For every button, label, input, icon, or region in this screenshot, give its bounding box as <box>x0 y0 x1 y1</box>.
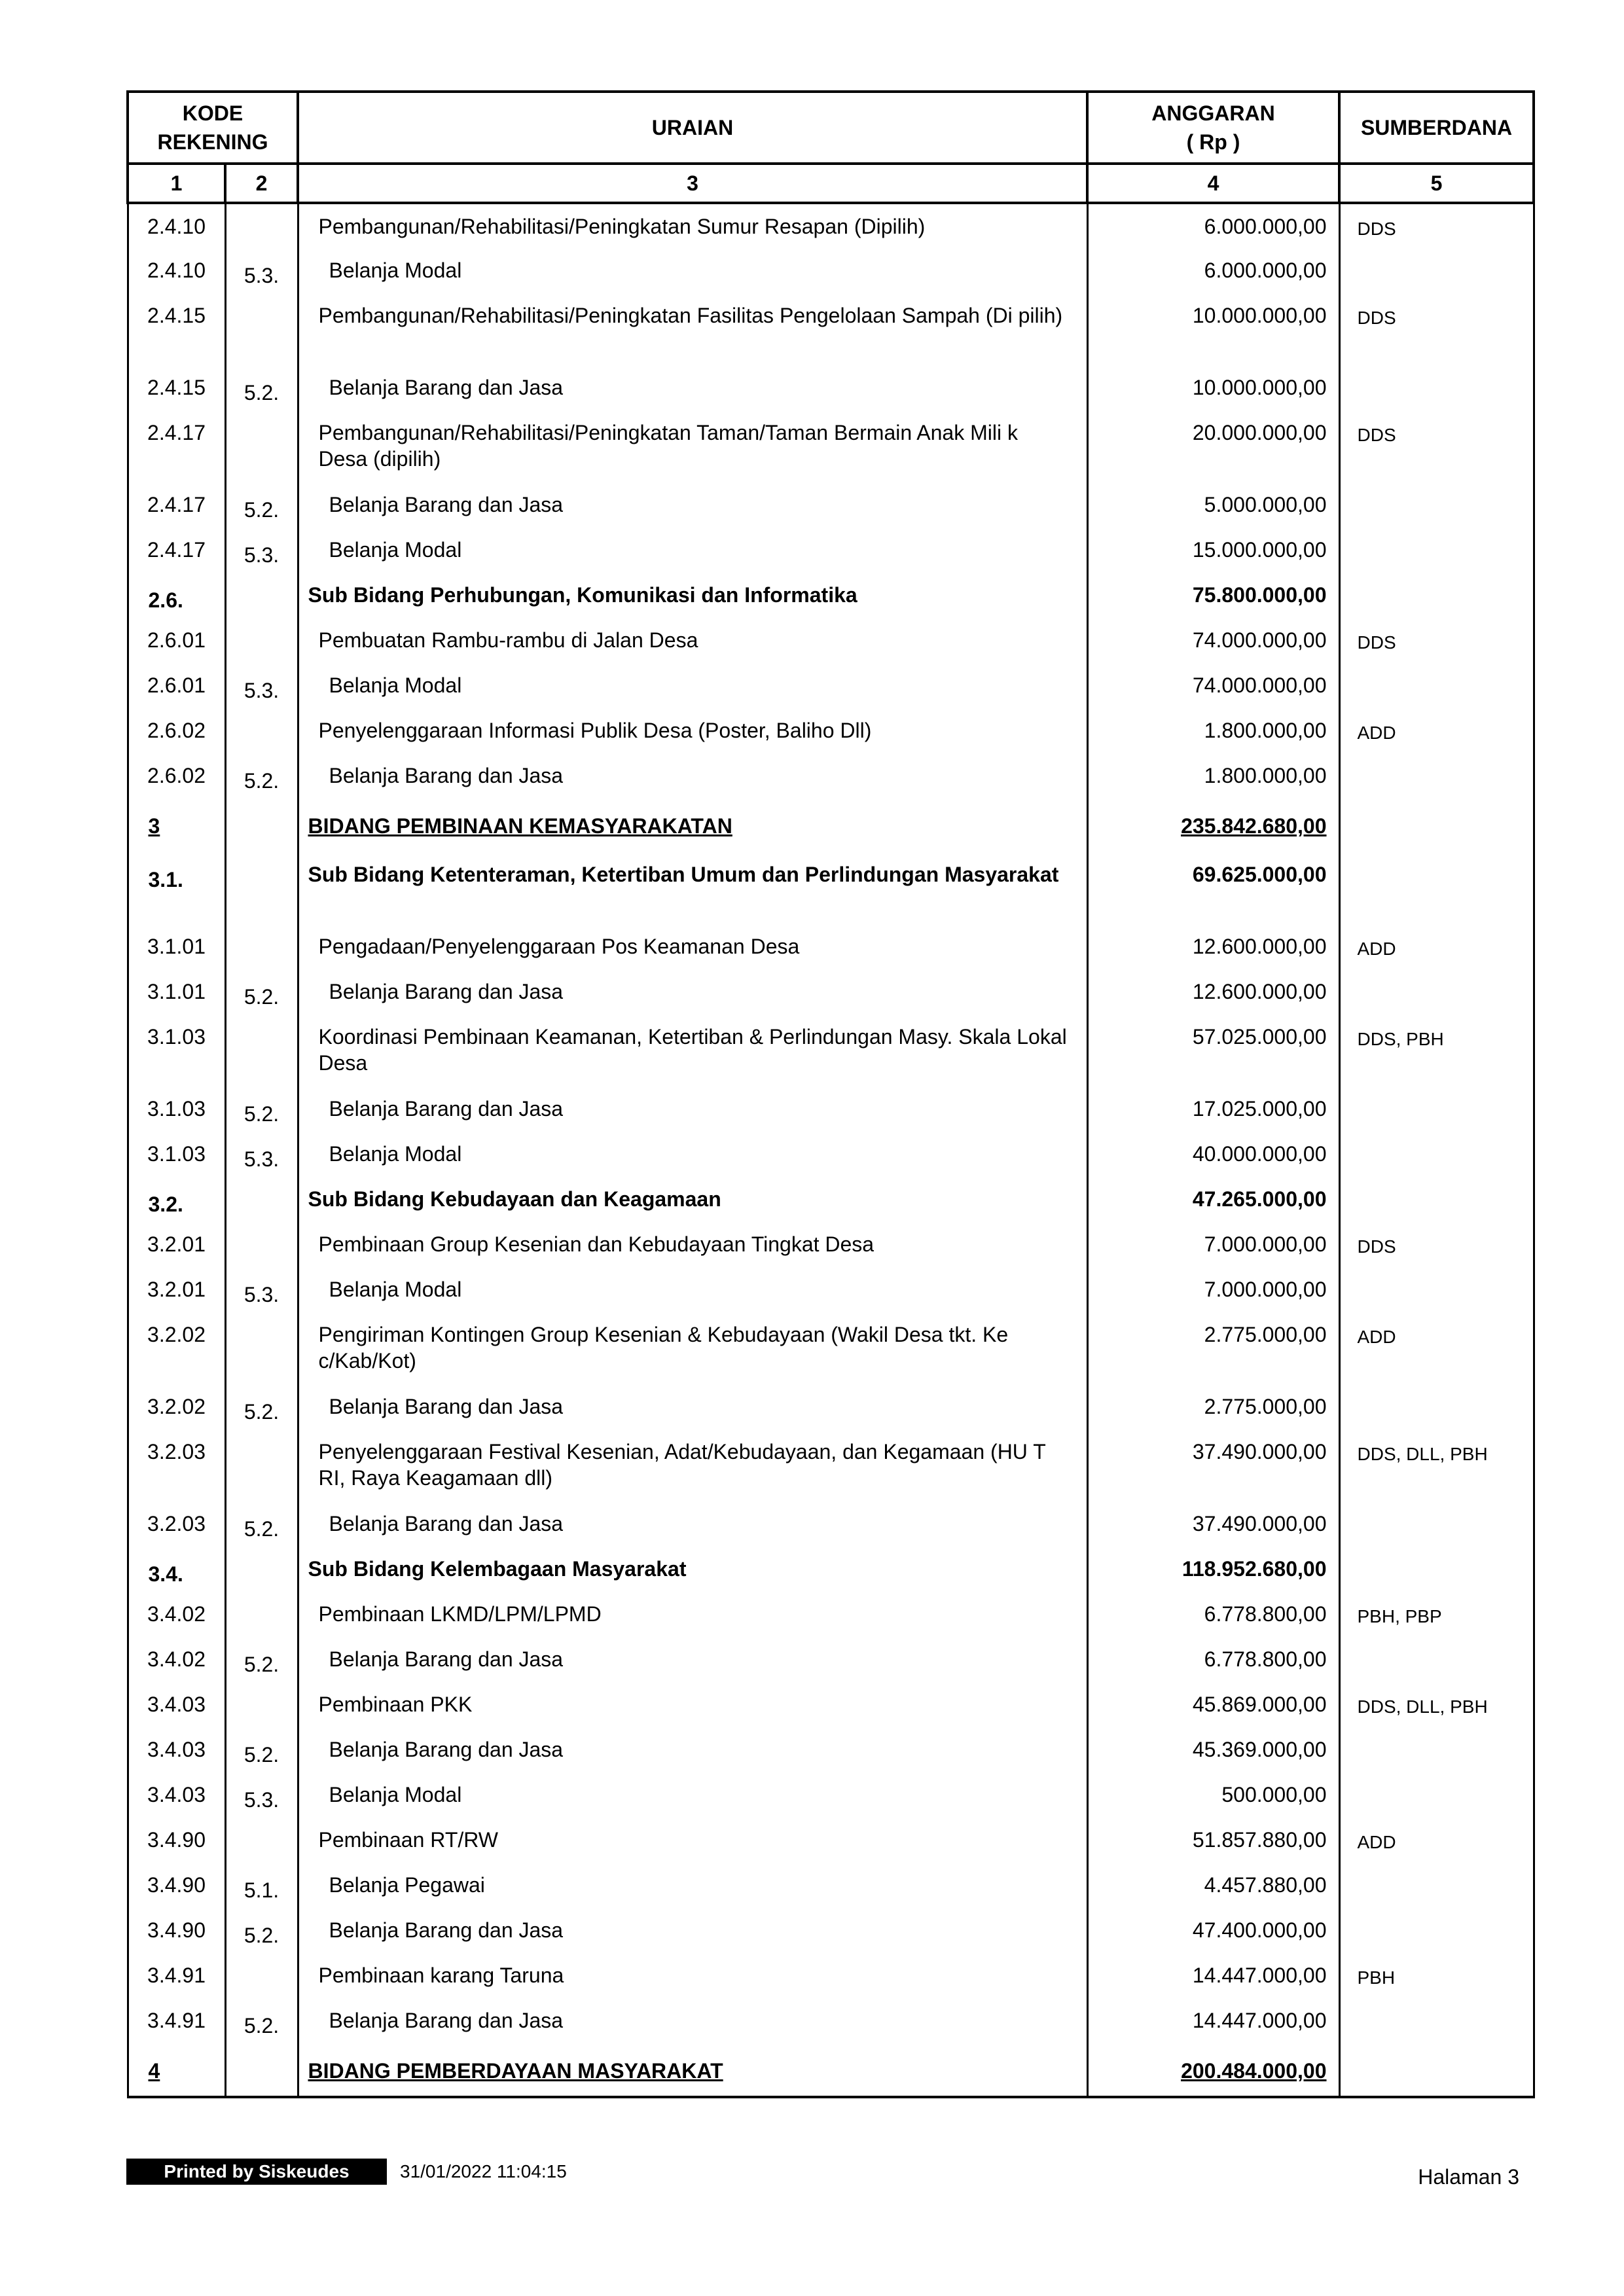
kode-rekening-cell: 2.6.01 <box>128 663 225 708</box>
sumberdana-cell <box>1339 573 1534 618</box>
kode-rekening-cell: 3.4.02 <box>128 1637 225 1682</box>
kode-rekening-cell: 3.4.90 <box>128 1863 225 1908</box>
anggaran-cell: 1.800.000,00 <box>1087 708 1339 753</box>
kelompok-cell: 5.2. <box>225 1086 298 1132</box>
uraian-cell: Belanja Barang dan Jasa <box>298 1998 1087 2043</box>
uraian-cell: Belanja Barang dan Jasa <box>298 1637 1087 1682</box>
sumberdana-cell <box>1339 1267 1534 1312</box>
anggaran-cell: 10.000.000,00 <box>1087 365 1339 410</box>
uraian-cell: BIDANG PEMBERDAYAAN MASYARAKAT <box>298 2043 1087 2097</box>
table-row <box>128 663 1534 708</box>
anggaran-cell: 37.490.000,00 <box>1087 1501 1339 1547</box>
kelompok-cell <box>225 573 298 618</box>
kode-rekening-cell: 3.4.90 <box>128 1818 225 1863</box>
uraian-cell: Penyelenggaraan Informasi Publik Desa (Poster, Baliho Dll) <box>298 708 1087 753</box>
uraian-cell: Pembangunan/Rehabilitasi/Peningkatan Sumur Resapan (Dipilih) <box>298 203 1087 248</box>
sumberdana-cell <box>1339 753 1534 798</box>
table-row <box>128 365 1534 410</box>
sumberdana-cell <box>1339 798 1534 852</box>
sumberdana-cell: DDS, DLL, PBH <box>1339 1429 1534 1501</box>
page-number: Halaman 3 <box>1418 2165 1519 2189</box>
table-row <box>128 753 1534 798</box>
uraian-cell: Belanja Barang dan Jasa <box>298 1908 1087 1953</box>
table-row <box>128 2043 1534 2097</box>
kode-rekening-cell: 3.1.03 <box>128 1132 225 1177</box>
sumberdana-cell: DDS <box>1339 1222 1534 1267</box>
sumberdana-cell <box>1339 663 1534 708</box>
anggaran-cell: 5.000.000,00 <box>1087 482 1339 528</box>
anggaran-cell: 47.265.000,00 <box>1087 1177 1339 1222</box>
anggaran-cell: 14.447.000,00 <box>1087 1998 1339 2043</box>
table-row <box>128 573 1534 618</box>
uraian-cell: Pembangunan/Rehabilitasi/Peningkatan Taman/Taman Bermain Anak Mili k Desa (dipilih) <box>298 410 1087 482</box>
uraian-cell: Penyelenggaraan Festival Kesenian, Adat/Kebudayaan, dan Kegamaan (HU T RI, Raya Keagamaan dll) <box>298 1429 1087 1501</box>
kelompok-cell: 5.3. <box>225 528 298 573</box>
kode-rekening-cell: 3.1. <box>128 852 225 924</box>
table-row <box>128 1953 1534 1998</box>
kode-rekening-cell: 3.1.01 <box>128 969 225 1014</box>
column-number: 3 <box>298 164 1087 203</box>
page-footer <box>126 2151 1532 2190</box>
kode-rekening-cell: 3.2.01 <box>128 1222 225 1267</box>
uraian-cell: Belanja Barang dan Jasa <box>298 1501 1087 1547</box>
column-number: 4 <box>1087 164 1339 203</box>
anggaran-cell: 118.952.680,00 <box>1087 1547 1339 1592</box>
sumberdana-cell <box>1339 1384 1534 1429</box>
table-row <box>128 1818 1534 1863</box>
table-row <box>128 482 1534 528</box>
anggaran-cell: 51.857.880,00 <box>1087 1818 1339 1863</box>
sumberdana-cell <box>1339 1908 1534 1953</box>
sumberdana-cell <box>1339 365 1534 410</box>
table-row <box>128 852 1534 924</box>
table-row <box>128 1014 1534 1086</box>
kelompok-cell <box>225 410 298 482</box>
sumberdana-cell: ADD <box>1339 924 1534 969</box>
kode-rekening-cell: 3.4. <box>128 1547 225 1592</box>
uraian-cell: Pembuatan Rambu-rambu di Jalan Desa <box>298 618 1087 663</box>
kode-rekening-cell: 2.4.15 <box>128 365 225 410</box>
anggaran-cell: 75.800.000,00 <box>1087 573 1339 618</box>
kelompok-cell: 5.2. <box>225 1998 298 2043</box>
sumberdana-cell: DDS <box>1339 293 1534 365</box>
uraian-cell: Belanja Modal <box>298 528 1087 573</box>
anggaran-cell: 12.600.000,00 <box>1087 924 1339 969</box>
budget-rows <box>128 203 1534 2097</box>
table-row <box>128 1682 1534 1727</box>
sumberdana-cell <box>1339 1998 1534 2043</box>
anggaran-cell: 12.600.000,00 <box>1087 969 1339 1014</box>
kode-rekening-cell: 3.2. <box>128 1177 225 1222</box>
kelompok-cell: 5.2. <box>225 482 298 528</box>
column-number-row <box>128 164 1534 203</box>
table-row <box>128 1863 1534 1908</box>
sumberdana-cell <box>1339 1177 1534 1222</box>
sumberdana-cell: PBH, PBP <box>1339 1592 1534 1637</box>
kode-rekening-cell: 3.2.01 <box>128 1267 225 1312</box>
table-row <box>128 248 1534 293</box>
kode-rekening-cell: 3.4.02 <box>128 1592 225 1637</box>
kode-rekening-cell: 2.4.17 <box>128 410 225 482</box>
kode-rekening-cell: 2.4.17 <box>128 482 225 528</box>
kelompok-cell: 5.3. <box>225 1772 298 1818</box>
kelompok-cell: 5.3. <box>225 1132 298 1177</box>
anggaran-cell: 74.000.000,00 <box>1087 663 1339 708</box>
anggaran-cell: 2.775.000,00 <box>1087 1384 1339 1429</box>
uraian-cell: Sub Bidang Kelembagaan Masyarakat <box>298 1547 1087 1592</box>
uraian-cell: Koordinasi Pembinaan Keamanan, Ketertiban & Perlindungan Masy. Skala Lokal Desa <box>298 1014 1087 1086</box>
anggaran-cell: 200.484.000,00 <box>1087 2043 1339 2097</box>
uraian-cell: Pembinaan PKK <box>298 1682 1087 1727</box>
kode-rekening-cell: 3.4.90 <box>128 1908 225 1953</box>
kelompok-cell: 5.3. <box>225 248 298 293</box>
table-row <box>128 1592 1534 1637</box>
kelompok-cell <box>225 1429 298 1501</box>
kelompok-cell <box>225 1312 298 1384</box>
sumberdana-cell: ADD <box>1339 1312 1534 1384</box>
uraian-cell: Belanja Barang dan Jasa <box>298 753 1087 798</box>
anggaran-cell: 500.000,00 <box>1087 1772 1339 1818</box>
kelompok-cell <box>225 852 298 924</box>
anggaran-cell: 6.000.000,00 <box>1087 248 1339 293</box>
sumberdana-cell <box>1339 528 1534 573</box>
kelompok-cell <box>225 1592 298 1637</box>
sumberdana-cell <box>1339 1547 1534 1592</box>
kelompok-cell <box>225 1222 298 1267</box>
anggaran-cell: 20.000.000,00 <box>1087 410 1339 482</box>
uraian-cell: Belanja Barang dan Jasa <box>298 969 1087 1014</box>
header-row <box>128 92 1534 164</box>
sumberdana-cell: DDS <box>1339 410 1534 482</box>
sumberdana-cell <box>1339 1132 1534 1177</box>
table-row <box>128 1132 1534 1177</box>
kode-rekening-cell: 3.2.02 <box>128 1384 225 1429</box>
sumberdana-cell <box>1339 2043 1534 2097</box>
column-number: 2 <box>225 164 298 203</box>
sumberdana-cell <box>1339 969 1534 1014</box>
header-kode-rekening: KODE REKENING <box>128 92 298 164</box>
kelompok-cell <box>225 618 298 663</box>
kelompok-cell <box>225 1818 298 1863</box>
anggaran-cell: 7.000.000,00 <box>1087 1267 1339 1312</box>
anggaran-cell: 69.625.000,00 <box>1087 852 1339 924</box>
table-row <box>128 924 1534 969</box>
kelompok-cell: 5.3. <box>225 1267 298 1312</box>
column-number: 5 <box>1339 164 1534 203</box>
budget-sheet <box>126 90 1532 2098</box>
kelompok-cell <box>225 1177 298 1222</box>
uraian-cell: Belanja Modal <box>298 248 1087 293</box>
printed-by-label: Printed by Siskeudes <box>126 2159 387 2185</box>
uraian-cell: Belanja Barang dan Jasa <box>298 1086 1087 1132</box>
uraian-cell: Belanja Barang dan Jasa <box>298 1727 1087 1772</box>
kode-rekening-cell: 3.2.03 <box>128 1501 225 1547</box>
kode-rekening-cell: 3 <box>128 798 225 852</box>
table-row <box>128 1429 1534 1501</box>
kelompok-cell: 5.2. <box>225 1908 298 1953</box>
anggaran-cell: 14.447.000,00 <box>1087 1953 1339 1998</box>
kelompok-cell: 5.3. <box>225 663 298 708</box>
anggaran-cell: 235.842.680,00 <box>1087 798 1339 852</box>
anggaran-cell: 7.000.000,00 <box>1087 1222 1339 1267</box>
uraian-cell: Pembinaan Group Kesenian dan Kebudayaan Tingkat Desa <box>298 1222 1087 1267</box>
sumberdana-cell <box>1339 1637 1534 1682</box>
table-row <box>128 1908 1534 1953</box>
table-row <box>128 528 1534 573</box>
anggaran-cell: 47.400.000,00 <box>1087 1908 1339 1953</box>
uraian-cell: Pengiriman Kontingen Group Kesenian & Kebudayaan (Wakil Desa tkt. Ke c/Kab/Kot) <box>298 1312 1087 1384</box>
table-row <box>128 1384 1534 1429</box>
anggaran-cell: 57.025.000,00 <box>1087 1014 1339 1086</box>
kode-rekening-cell: 3.1.01 <box>128 924 225 969</box>
table-row <box>128 1267 1534 1312</box>
sumberdana-cell: DDS <box>1339 203 1534 248</box>
kode-rekening-cell: 2.6. <box>128 573 225 618</box>
anggaran-cell: 37.490.000,00 <box>1087 1429 1339 1501</box>
table-row <box>128 1086 1534 1132</box>
anggaran-cell: 2.775.000,00 <box>1087 1312 1339 1384</box>
kelompok-cell <box>225 1014 298 1086</box>
sumberdana-cell <box>1339 852 1534 924</box>
table-row <box>128 293 1534 365</box>
sumberdana-cell: PBH <box>1339 1953 1534 1998</box>
kelompok-cell <box>225 1953 298 1998</box>
table-row <box>128 1772 1534 1818</box>
table-row <box>128 1177 1534 1222</box>
uraian-cell: Belanja Barang dan Jasa <box>298 365 1087 410</box>
kode-rekening-cell: 3.2.03 <box>128 1429 225 1501</box>
kelompok-cell: 5.2. <box>225 1384 298 1429</box>
kode-rekening-cell: 3.4.03 <box>128 1682 225 1727</box>
kelompok-cell <box>225 293 298 365</box>
anggaran-cell: 6.778.800,00 <box>1087 1637 1339 1682</box>
header-anggaran: ANGGARAN ( Rp ) <box>1087 92 1339 164</box>
table-row <box>128 969 1534 1014</box>
anggaran-cell: 40.000.000,00 <box>1087 1132 1339 1177</box>
sumberdana-cell <box>1339 248 1534 293</box>
kelompok-cell <box>225 798 298 852</box>
table-row <box>128 1547 1534 1592</box>
anggaran-cell: 10.000.000,00 <box>1087 293 1339 365</box>
table-row <box>128 618 1534 663</box>
kode-rekening-cell: 2.6.01 <box>128 618 225 663</box>
kode-rekening-cell: 2.4.15 <box>128 293 225 365</box>
uraian-cell: Pembinaan RT/RW <box>298 1818 1087 1863</box>
kelompok-cell: 5.2. <box>225 1637 298 1682</box>
sumberdana-cell <box>1339 482 1534 528</box>
kode-rekening-cell: 3.4.03 <box>128 1727 225 1772</box>
uraian-cell: Belanja Modal <box>298 1267 1087 1312</box>
kode-rekening-cell: 2.6.02 <box>128 753 225 798</box>
kode-rekening-cell: 3.4.91 <box>128 1953 225 1998</box>
kelompok-cell: 5.2. <box>225 1501 298 1547</box>
anggaran-cell: 45.869.000,00 <box>1087 1682 1339 1727</box>
print-timestamp: 31/01/2022 11:04:15 <box>400 2161 567 2181</box>
uraian-cell: Belanja Modal <box>298 663 1087 708</box>
kode-rekening-cell: 3.2.02 <box>128 1312 225 1384</box>
kelompok-cell: 5.2. <box>225 753 298 798</box>
sumberdana-cell <box>1339 1086 1534 1132</box>
kode-rekening-cell: 2.4.17 <box>128 528 225 573</box>
table-row <box>128 203 1534 248</box>
kelompok-cell: 5.1. <box>225 1863 298 1908</box>
sumberdana-cell: ADD <box>1339 1818 1534 1863</box>
kode-rekening-cell: 3.4.91 <box>128 1998 225 2043</box>
sumberdana-cell <box>1339 1501 1534 1547</box>
table-row <box>128 1222 1534 1267</box>
uraian-cell: Pembinaan karang Taruna <box>298 1953 1087 1998</box>
kelompok-cell <box>225 203 298 248</box>
kode-rekening-cell: 3.1.03 <box>128 1086 225 1132</box>
uraian-cell: Belanja Modal <box>298 1772 1087 1818</box>
kode-rekening-cell: 4 <box>128 2043 225 2097</box>
kelompok-cell <box>225 924 298 969</box>
anggaran-cell: 15.000.000,00 <box>1087 528 1339 573</box>
anggaran-cell: 45.369.000,00 <box>1087 1727 1339 1772</box>
kelompok-cell: 5.2. <box>225 1727 298 1772</box>
kelompok-cell <box>225 1547 298 1592</box>
anggaran-cell: 4.457.880,00 <box>1087 1863 1339 1908</box>
header-sumberdana: SUMBERDANA <box>1339 92 1534 164</box>
sumberdana-cell <box>1339 1772 1534 1818</box>
anggaran-cell: 6.000.000,00 <box>1087 203 1339 248</box>
anggaran-cell: 1.800.000,00 <box>1087 753 1339 798</box>
uraian-cell: Belanja Pegawai <box>298 1863 1087 1908</box>
uraian-cell: Pembinaan LKMD/LPM/LPMD <box>298 1592 1087 1637</box>
table-row <box>128 708 1534 753</box>
table-row <box>128 798 1534 852</box>
kelompok-cell <box>225 708 298 753</box>
kode-rekening-cell: 2.4.10 <box>128 203 225 248</box>
uraian-cell: BIDANG PEMBINAAN KEMASYARAKATAN <box>298 798 1087 852</box>
kode-rekening-cell: 3.4.03 <box>128 1772 225 1818</box>
table-row <box>128 1727 1534 1772</box>
uraian-cell: Sub Bidang Kebudayaan dan Keagamaan <box>298 1177 1087 1222</box>
sumberdana-cell: DDS, DLL, PBH <box>1339 1682 1534 1727</box>
header-uraian: URAIAN <box>298 92 1087 164</box>
kelompok-cell <box>225 2043 298 2097</box>
table-row <box>128 1998 1534 2043</box>
uraian-cell: Pembangunan/Rehabilitasi/Peningkatan Fasilitas Pengelolaan Sampah (Di pilih) <box>298 293 1087 365</box>
anggaran-cell: 6.778.800,00 <box>1087 1592 1339 1637</box>
uraian-cell: Sub Bidang Ketenteraman, Ketertiban Umum dan Perlindungan Masyarakat <box>298 852 1087 924</box>
anggaran-cell: 17.025.000,00 <box>1087 1086 1339 1132</box>
kelompok-cell <box>225 1682 298 1727</box>
sumberdana-cell: DDS <box>1339 618 1534 663</box>
kelompok-cell: 5.2. <box>225 365 298 410</box>
budget-table <box>126 90 1535 2098</box>
column-number: 1 <box>128 164 225 203</box>
table-row <box>128 1501 1534 1547</box>
kode-rekening-cell: 3.1.03 <box>128 1014 225 1086</box>
uraian-cell: Belanja Barang dan Jasa <box>298 1384 1087 1429</box>
uraian-cell: Belanja Barang dan Jasa <box>298 482 1087 528</box>
uraian-cell: Pengadaan/Penyelenggaraan Pos Keamanan Desa <box>298 924 1087 969</box>
kode-rekening-cell: 2.6.02 <box>128 708 225 753</box>
table-row <box>128 410 1534 482</box>
sumberdana-cell: DDS, PBH <box>1339 1014 1534 1086</box>
uraian-cell: Belanja Modal <box>298 1132 1087 1177</box>
sumberdana-cell: ADD <box>1339 708 1534 753</box>
anggaran-cell: 74.000.000,00 <box>1087 618 1339 663</box>
table-row <box>128 1637 1534 1682</box>
kelompok-cell: 5.2. <box>225 969 298 1014</box>
sumberdana-cell <box>1339 1863 1534 1908</box>
kode-rekening-cell: 2.4.10 <box>128 248 225 293</box>
uraian-cell: Sub Bidang Perhubungan, Komunikasi dan Informatika <box>298 573 1087 618</box>
table-row <box>128 1312 1534 1384</box>
sumberdana-cell <box>1339 1727 1534 1772</box>
